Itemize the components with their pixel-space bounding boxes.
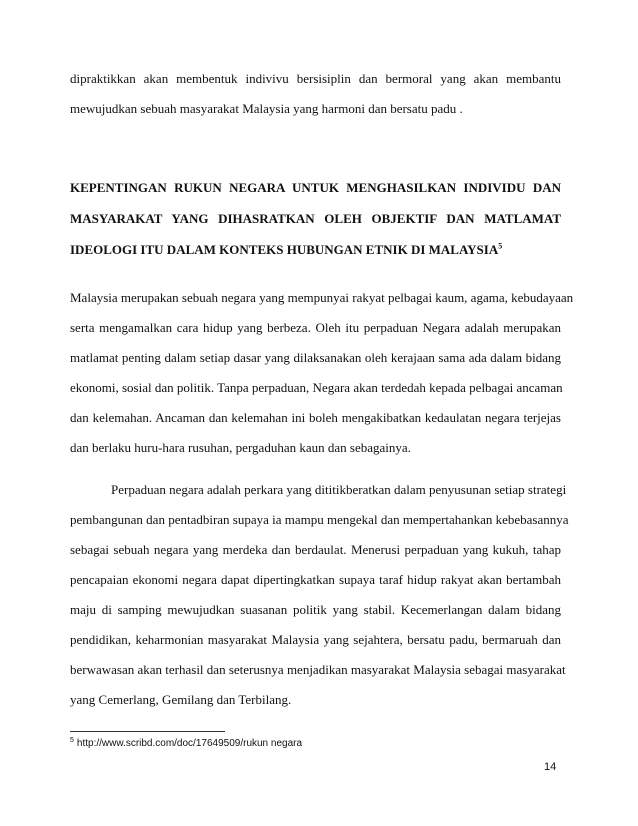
page-number: 14 xyxy=(544,761,557,773)
section-heading-line: KEPENTINGAN RUKUN NEGARA UNTUK MENGHASILKAN INDIVIDU DAN xyxy=(70,180,561,195)
paragraph-line: matlamat penting dalam setiap dasar yang dilaksanakan oleh kerajaan sama ada dalam bidang xyxy=(70,350,561,365)
footnote-reference[interactable]: 5 xyxy=(498,241,503,251)
paragraph-line: Perpaduan negara adalah perkara yang dititikberatkan dalam penyusunan setiap strategi xyxy=(111,482,567,497)
paragraph-line: sebagai sebuah negara yang merdeka dan berdaulat. Menerusi perpaduan yang kukuh, tahap xyxy=(70,542,561,557)
footnote xyxy=(70,737,302,751)
paragraph-line: maju di samping mewujudkan suasanan politik yang stabil. Kecemerlangan dalam bidang xyxy=(70,602,561,617)
paragraph-line: Malaysia merupakan sebuah negara yang mempunyai rakyat pelbagai kaum, agama, kebudayaan xyxy=(70,290,574,305)
paragraph-line: dan kelemahan. Ancaman dan kelemahan ini boleh mengakibatkan kedaulatan negara terjejas xyxy=(70,410,561,425)
footnote-link[interactable]: http://www.scribd.com/doc/17649509/rukun negara xyxy=(76,738,303,749)
paragraph-line: yang Cemerlang, Gemilang dan Terbilang. xyxy=(70,692,292,707)
paragraph-line: serta mengamalkan cara hidup yang berbeza. Oleh itu perpaduan Negara adalah merupakan xyxy=(70,320,561,335)
paragraph-line: dan berlaku huru-hara rusuhan, pergaduhan kaun dan sebagainya. xyxy=(70,440,411,455)
footnote-marker: 5 xyxy=(70,736,74,744)
intro-line: mewujudkan sebuah masyarakat Malaysia yang harmoni dan bersatu padu . xyxy=(70,101,463,116)
section-heading-line: MASYARAKAT YANG DIHASRATKAN OLEH OBJEKTIF DAN MATLAMAT xyxy=(70,211,561,226)
section-heading-line-last xyxy=(70,242,561,258)
paragraph-line: pembangunan dan pentadbiran supaya ia mampu mengekal dan mempertahankan kebebasannya xyxy=(70,512,569,527)
footnote-separator xyxy=(70,731,225,732)
paragraph-line: ekonomi, sosial dan politik. Tanpa perpaduan, Negara akan terdedah kepada pelbagai ancaman xyxy=(70,380,563,395)
paragraph-line: pendidikan, keharmonian masyarakat Malaysia yang sejahtera, bersatu padu, bermaruah dan xyxy=(70,632,561,647)
paragraph-line: pencapaian ekonomi negara dapat dipertingkatkan supaya taraf hidup rakyat akan bertambah xyxy=(70,572,561,587)
paragraph-line: berwawasan akan terhasil dan seterusnya menjadikan masyarakat Malaysia sebagai masyarakat xyxy=(70,662,566,677)
section-heading-text: IDEOLOGI ITU DALAM KONTEKS HUBUNGAN ETNIK DI MALAYSIA xyxy=(70,242,499,257)
intro-line: dipraktikkan akan membentuk indivivu bersisiplin dan bermoral yang akan membantu xyxy=(70,71,561,86)
